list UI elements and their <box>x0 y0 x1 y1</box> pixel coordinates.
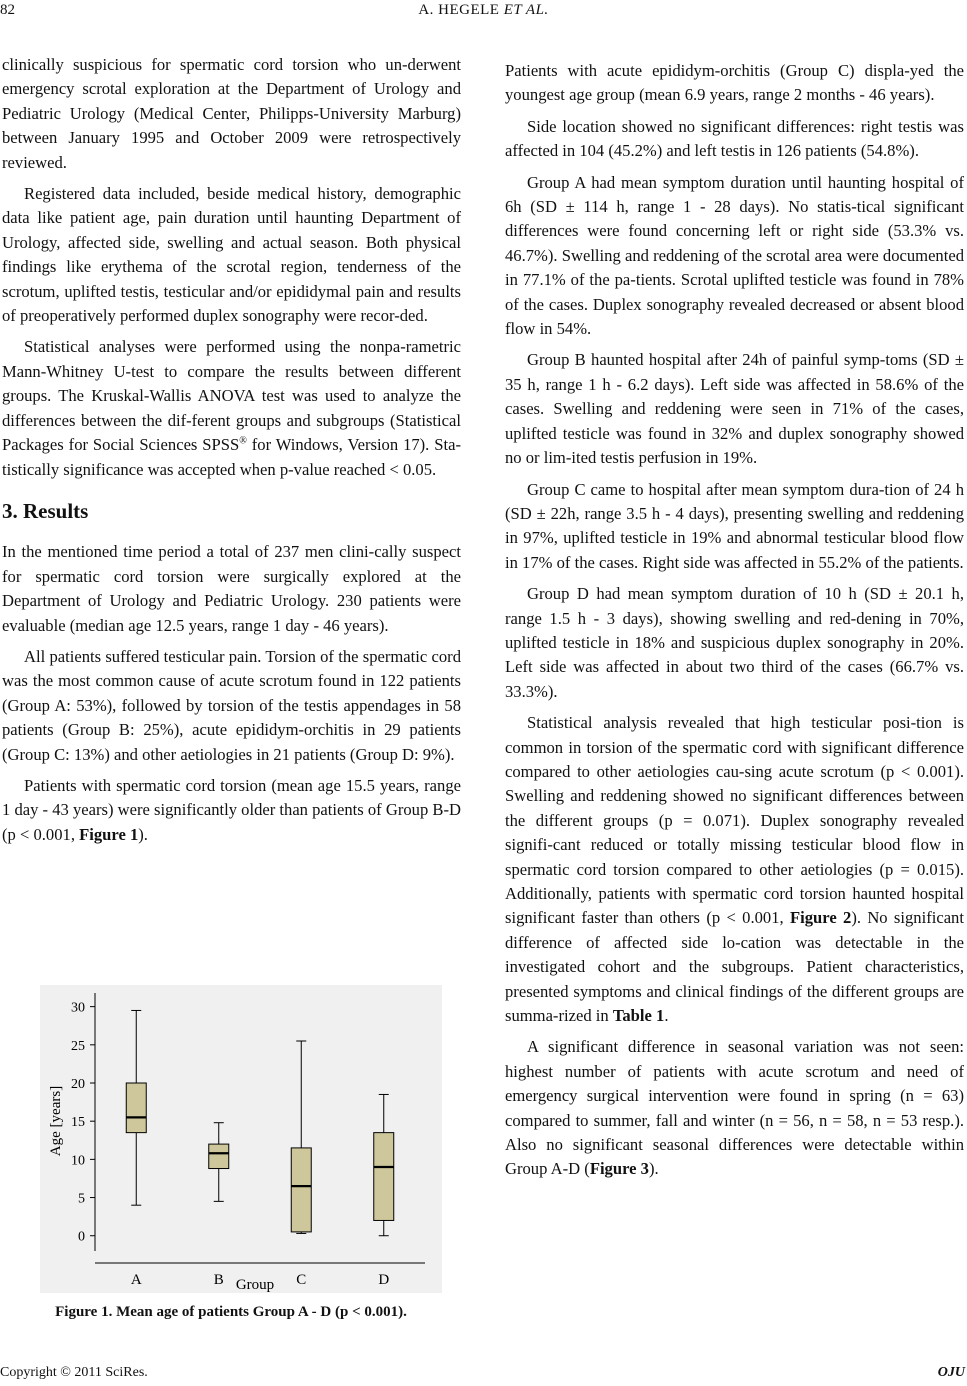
paragraph: Group C came to hospital after mean symptom dura-tion of 24 h (SD ± 22h, range 3.5 h - 4 days), presenting swelling and reddening in 97%, uplifted testicle in 19% and abnormal testicular blood flow in 17% of the cases. Right side was affected in 55.2% of the patients. <box>505 479 964 572</box>
x-axis-label: Group <box>235 1277 275 1293</box>
paragraph: Side location showed no significant differences: right testis was affected in 104 (45.2%) and left testis in 126 patients (54.8%). <box>505 116 964 161</box>
figure-reference[interactable]: Figure 1 <box>79 824 139 844</box>
box-iqr <box>374 1133 394 1221</box>
paragraph: Group D had mean symptom duration of 10 h (SD ± 20.1 h, range 1.5 h - 3 days), showing swelling and red-dening in 70%, uplifted testicle in 18% and suspicious duplex sonography in 20%. Left side was affected in about two third of the cases (66.7% vs. 33.3%). <box>505 584 964 701</box>
paragraph: Registered data included, beside medical history, demographic data like patient age, pain duration until haunting Department of Urology, affected side, swelling and actual season. Both physical findings like erythema of the scrotal region, tenderness of the scrotum, uplifted testis, testicular and/or epididymal pain and results of preoperatively performed duplex sonography were recor-ded. <box>2 184 461 326</box>
paragraph: Group B haunted hospital after 24h of painful symp-toms (SD ± 35 h, range 1 h - 6.2 days). Left side was affected in 58.6% of the cases. Swelling and reddening were seen in 71% of the cases, uplifted testicle was found in 32% and duplex sonography showed no or lim-ited testis perfusion in 19%. <box>505 350 964 468</box>
x-tick-label: C <box>296 1272 307 1288</box>
figure-caption: Figure 1. Mean age of patients Group A - D (p < 0.001). <box>55 1304 407 1320</box>
running-head <box>0 2 967 19</box>
y-axis-label: Age [years] <box>48 1085 64 1157</box>
left-column <box>2 53 461 854</box>
y-tick-label: 0 <box>78 1229 85 1245</box>
paragraph: clinically suspicious for spermatic cord torsion who un-derwent emergency scrotal exploration at the Department of Urology and Pediatric Urology (Medical Center, Philipps-University Marburg) between January 1995 and October 2009 were retrospectively reviewed. <box>2 55 461 172</box>
paragraph: Statistical analyses were performed using the nonpa-rametric Mann-Whitney U-test to compare the results between different groups. The Kruskal-Wallis ANOVA test was used to analyze the differences between the dif-ferent groups and subgroups (Statistical Packages for Social Sciences SPSS® for Windows, Version 17). Sta-tistically significance was accepted when p-value reached < 0.05. <box>2 337 461 479</box>
table-reference[interactable]: Table 1 <box>612 1006 665 1026</box>
y-tick-label: 20 <box>71 1077 85 1092</box>
paragraph: Group A had mean symptom duration until haunting hospital of 6h (SD ± 114 h, range 1 - 28 days). No statis-tical significant differences were found concerning left or right side (53.3% vs. 46.7%). Swelling and reddening of the scrotal area were documented in 77.1% of the pa-tients. Scrotal uplifted testicle was found in 78% of the cases. Duplex sonography revealed decreased or absent blood flow in 54%. <box>505 172 964 339</box>
copyright-footer: Copyright © 2011 SciRes. <box>0 1365 148 1380</box>
figure-reference[interactable]: Figure 3 <box>589 1159 649 1179</box>
y-tick-label: 25 <box>71 1038 85 1054</box>
page-number: 82 <box>0 2 15 18</box>
y-tick-label: 30 <box>71 1000 85 1016</box>
figure-1 <box>40 985 442 1293</box>
box-plot-chart <box>40 985 442 1293</box>
x-tick-label: A <box>130 1272 142 1288</box>
paragraph: Patients with spermatic cord torsion (mean age 15.5 years, range 1 day - 43 years) were significantly older than patients of Group B-D (p < 0.001, Figure 1). <box>2 775 461 844</box>
y-tick-label: 10 <box>71 1153 85 1169</box>
paragraph: All patients suffered testicular pain. Torsion of the spermatic cord was the most common cause of acute scrotum found in 122 patients (Group A: 53%), followed by torsion of the testis appendages in 58 patients (Group B: 25%), acute epididym-orchitis in 29 patients (Group C: 13%) and other aetiologies in 21 patients (Group D: 9%). <box>2 646 461 764</box>
y-tick-label: 15 <box>71 1115 85 1131</box>
paragraph: Patients with acute epididym-orchitis (Group C) displa-yed the youngest age group (mean 6.9 years, range 2 months - 46 years). <box>505 61 964 105</box>
paragraph: A significant difference in seasonal variation was not seen: highest number of patients with acute scrotum and need of emergency surgical intervention were found in spring (n = 63) compared to summer, fall and winter (n = 56, n = 58, n = 53 resp.). Also no significant seasonal differences were detectable within Group A-D (Figure 3). <box>505 1037 964 1179</box>
journal-footer: OJU <box>937 1365 965 1380</box>
box-iqr <box>291 1148 311 1232</box>
running-head-authors: A. HEGELE <box>418 2 500 18</box>
box-iqr <box>126 1083 146 1133</box>
right-column <box>505 59 964 1189</box>
section-heading: 3. Results <box>2 498 89 523</box>
paragraph: In the mentioned time period a total of 237 men clini-cally suspect for spermatic cord torsion were surgically explored at the Department of Urology and Pediatric Urology. 230 patients were evaluable (median age 12.5 years, range 1 day - 46 years). <box>2 542 461 635</box>
box-iqr <box>209 1144 229 1168</box>
x-tick-label: D <box>378 1272 390 1288</box>
paragraph: Statistical analysis revealed that high testicular posi-tion is common in torsion of the spermatic cord with significant difference compared to other aetiologies cau-sing acute scrotum (p < 0.001). Swelling and reddening showed no significant differences between the different groups (p = 0.071). Duplex sonography revealed signifi-cant reduced or totally missing testicular blood flow in spermatic cord torsion compared to other aetiologies (p = 0.015). Additionally, patients with spermatic cord torsion haunted hospital significant faster than others (p < 0.001, Figure 2). No significant difference of affected side lo-cation was detectable in the investigated cohort and the subgroups. Patient characteristics, presented symptoms and clinical findings of the different groups are summa-rized in Table 1. <box>505 713 964 1026</box>
x-tick-label: B <box>213 1272 224 1288</box>
running-head-etal: ET AL. <box>503 2 549 18</box>
y-tick-label: 5 <box>78 1191 85 1207</box>
figure-reference[interactable]: Figure 2 <box>789 908 852 928</box>
